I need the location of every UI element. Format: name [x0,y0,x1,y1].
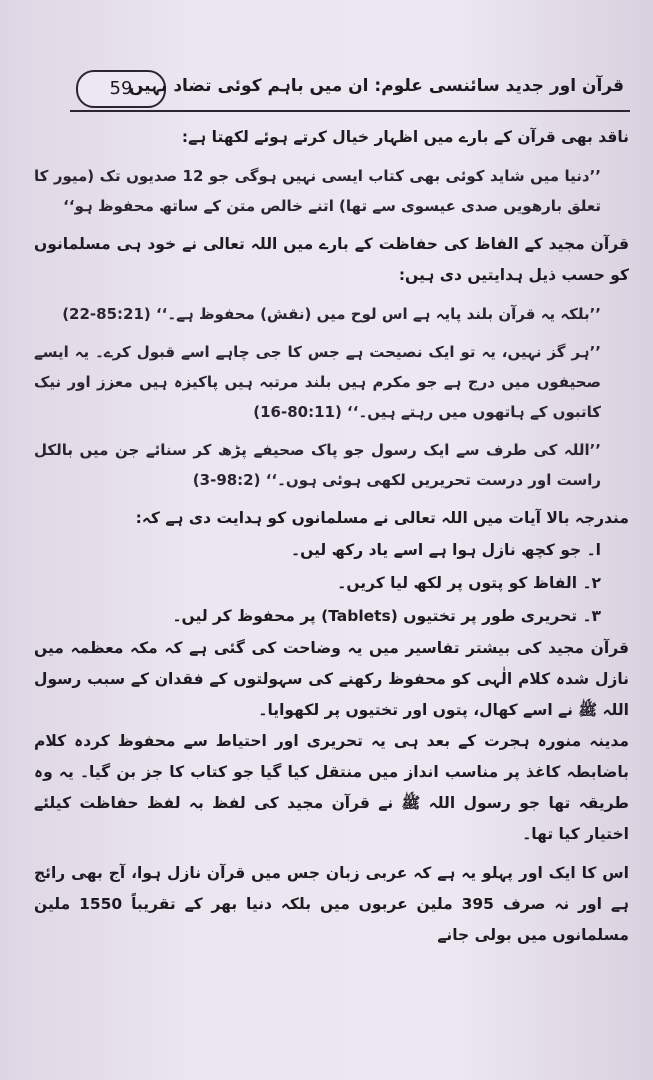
instruction-list [34,534,629,633]
list-item: ا۔ جو کچھ نازل ہوا ہے اسے یاد رکھ لیں۔ [291,541,601,559]
quote-verse-80: ’’ہر گز نہیں، یہ تو ایک نصیحت ہے جس کا جی چاہے اسے قبول کرے۔ یہ ایسے صحیفوں میں درج ہے جو مکرم ہیں بلند مرتبہ ہیں پاکیزہ ہیں معزز اور نیک کاتبوں کے ہاتھوں میں رہتے ہیں۔‘‘ (80:11-16) [34,343,601,421]
paragraph-preservation: قرآن مجید کے الفاظ کی حفاظت کے بارے میں اللہ تعالی نے خود ہی مسلمانوں کو حسب ذیل ہدایتیں دی ہیں: [34,235,629,284]
page-header [70,60,630,116]
paragraph-tafsir: قرآن مجید کی بیشتر تفاسیر میں یہ وضاحت کی گئی ہے کہ مکہ معظمہ میں نازل شدہ کلام الٰہی کو محفوظ رکھنے کی سہولتوں کے فقدان کے سبب رسول اللہ ﷺ نے اسے کھال، پتوں اور تختیوں پر لکھوایا۔ [34,639,629,719]
paragraph-instructions: مندرجہ بالا آیات میں اللہ تعالی نے مسلمانوں کو ہدایت دی ہے کہ: [135,509,629,527]
quote-verse-98: ’’اللہ کی طرف سے ایک رسول جو پاک صحیفے پڑھ کر سنائے جن میں بالکل راست اور درست تحریریں لکھی ہوئی ہوں۔‘‘ (98:2-3) [34,441,601,489]
page-number: 59 [76,70,166,108]
list-item: ۳۔ تحریری طور پر تختیوں (Tablets) پر محفوظ کر لیں۔ [172,607,601,625]
quote-verse-85: ’’بلکہ یہ قرآن بلند پایہ ہے اس لوح میں (نقش) محفوظ ہے۔‘‘ (85:21-22) [62,305,601,323]
header-rule [70,110,630,112]
list-item: ۲۔ الفاظ کو پتوں پر لکھ لیا کریں۔ [337,574,601,592]
page-body [34,122,629,951]
paragraph-madinah: مدینہ منورہ ہجرت کے بعد ہی یہ تحریری اور احتیاط سے محفوظ کردہ کلام باضابطہ کاغذ پر مناسب انداز میں منتقل کیا گیا جو کتاب کا جز بن گیا۔ یہ وہ طریقہ تھا جو رسول اللہ ﷺ نے قرآن مجید کی لفظ بہ لفظ حفاظت کیلئے اختیار کیا تھا۔ [34,732,629,843]
paragraph-arabic-language: اس کا ایک اور پہلو یہ ہے کہ عربی زبان جس میں قرآن نازل ہوا، آج بھی رائج ہے اور نہ صرف 395 ملین عربوں میں بلکہ دنیا بھر کے تقریباً 1550 ملین مسلمانوں میں بولی جانے [34,864,629,944]
running-title: قرآن اور جدید سائنسی علوم: ان میں باہم کوئی تضاد نہیں [128,76,624,96]
quote-muir: ’’دنیا میں شاید کوئی بھی کتاب ایسی نہیں ہوگی جو 12 صدیوں تک (میور کا تعلق بارھویں صدی عیسوی سے تھا) اتنے خالص متن کے ساتھ محفوظ ہو‘‘ [34,167,601,215]
paragraph-intro: ناقد بھی قرآن کے بارے میں اظہار خیال کرتے ہوئے لکھتا ہے: [181,128,629,146]
